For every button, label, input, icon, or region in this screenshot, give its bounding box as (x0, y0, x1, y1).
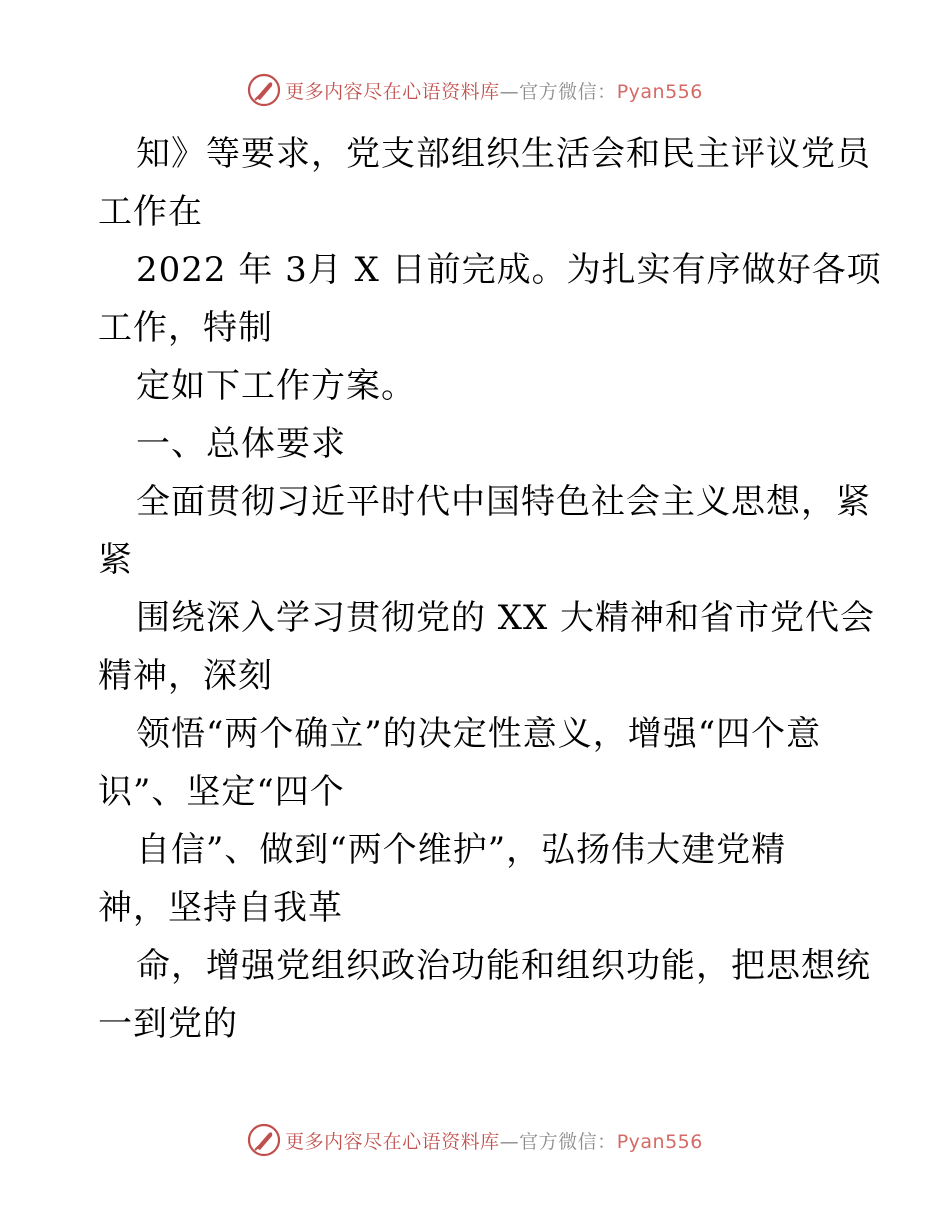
text-line: 自信”、做到“两个维护”，弘扬伟大建党精 (136, 830, 787, 870)
paragraph (98, 125, 871, 241)
text-line: 工作在 (98, 192, 203, 232)
text-line: 命，增强党组织政治功能和组织功能，把思想统 (136, 946, 871, 986)
text-line: 一、总体要求 (136, 424, 346, 464)
watermark-text: 更多内容尽在心语资料库—官方微信：Pyan556 (285, 1130, 703, 1153)
paragraph (98, 705, 858, 821)
text-line: 围绕深入学习贯彻党的 XX 大精神和省市党代会 (136, 598, 876, 638)
text-line: 全面贯彻习近平时代中国特色社会主义思想，紧 (136, 482, 871, 522)
text-line: 2022 年 3月 X 日前完成。为扎实有序做好各项 (136, 250, 882, 290)
paragraph (98, 473, 871, 589)
paragraph (98, 241, 882, 357)
document-body (98, 125, 882, 1053)
quill-logo-icon (247, 1123, 281, 1157)
paragraph (98, 821, 858, 937)
text-line: 精神，深刻 (98, 656, 273, 696)
text-line: 紧 (98, 540, 133, 580)
watermark-text: 更多内容尽在心语资料库—官方微信：Pyan556 (285, 80, 703, 103)
paragraph (98, 589, 876, 705)
quill-logo-icon (247, 73, 281, 107)
text-line: 定如下工作方案。 (136, 366, 416, 406)
text-line: 工作，特制 (98, 308, 273, 348)
header-watermark (0, 70, 950, 110)
text-line: 识”、坚定“四个 (98, 772, 345, 812)
paragraph (98, 937, 871, 1053)
footer-watermark (0, 1120, 950, 1160)
section-heading (98, 415, 858, 473)
text-line: 领悟“两个确立”的决定性意义，增强“四个意 (136, 714, 822, 754)
text-line: 知》等要求，党支部组织生活会和民主评议党员 (136, 134, 871, 174)
paragraph (98, 357, 858, 415)
text-line: 一到党的 (98, 1004, 238, 1044)
text-line: 神，坚持自我革 (98, 888, 343, 928)
